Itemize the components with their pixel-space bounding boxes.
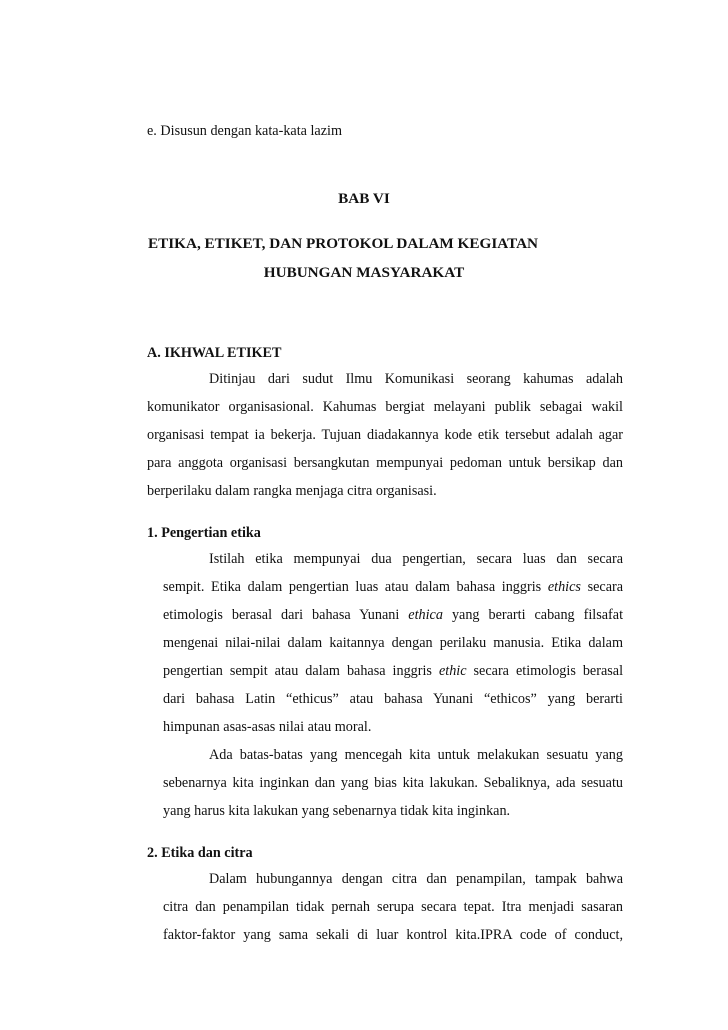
section-1-p1-line-2: sempit. Etika dalam pengertian luas atau dalam bahasa inggris ethics secara (163, 579, 624, 595)
section-2-line-3: faktor-faktor yang sama sekali di luar kontrol kita.IPRA code of conduct, (163, 927, 623, 943)
section-a-line-2: komunikator organisasional. Kahumas bergiat melayani publik sebagai wakil (147, 399, 623, 415)
section-1-p1-line-5: pengertian sempit atau dalam bahasa inggris ethic secara etimologis berasal (163, 663, 624, 679)
section-1-p2-line-3: yang harus kita lakukan yang sebenarnya tidak kita inginkan. (163, 803, 511, 819)
section-2-heading: 2. Etika dan citra (147, 845, 253, 861)
section-1-p1-line-4: mengenai nilai-nilai dalam kaitannya dengan perilaku manusia. Etika dalam (163, 635, 623, 651)
section-1-p1-line-6: dari bahasa Latin “ethicus” atau bahasa Yunani “ethicos” yang berarti (163, 691, 623, 707)
section-1-p1-line-7: himpunan asas-asas nilai atau moral. (163, 719, 372, 735)
section-1-heading: 1. Pengertian etika (147, 525, 261, 541)
section-a-line-1: Ditinjau dari sudut Ilmu Komunikasi seorang kahumas adalah (209, 371, 623, 387)
section-1-p2-line-1: Ada batas-batas yang mencegah kita untuk melakukan sesuatu yang (209, 747, 623, 763)
section-a-line-5: berperilaku dalam rangka menjaga citra organisasi. (147, 483, 437, 499)
section-2-line-1: Dalam hubungannya dengan citra dan penampilan, tampak bahwa (209, 871, 623, 887)
section-2-line-2: citra dan penampilan tidak pernah serupa secara tepat. Itra menjadi sasaran (163, 899, 623, 915)
chapter-title-line-1: ETIKA, ETIKET, DAN PROTOKOL DALAM KEGIATAN (148, 235, 539, 252)
section-a-line-4: para anggota organisasi bersangkutan mempunyai pedoman untuk bersikap dan (147, 455, 623, 471)
section-a-line-3: organisasi tempat ia bekerja. Tujuan diadakannya kode etik tersebut adalah agar (147, 427, 623, 443)
section-a-heading: A. IKHWAL ETIKET (147, 345, 282, 361)
chapter-number: BAB VI (338, 190, 390, 207)
section-1-p1-line-1: Istilah etika mempunyai dua pengertian, secara luas dan secara (209, 551, 623, 567)
section-1-p2-line-2: sebenarnya kita inginkan dan yang bias kita lakukan. Sebaliknya, ada sesuatu (163, 775, 623, 791)
chapter-title-line-2: HUBUNGAN MASYARAKAT (263, 264, 465, 281)
section-1-p1-line-3: etimologis berasal dari bahasa Yunani ethica yang berarti cabang filsafat (163, 607, 624, 623)
list-item-e: e. Disusun dengan kata-kata lazim (147, 123, 343, 139)
